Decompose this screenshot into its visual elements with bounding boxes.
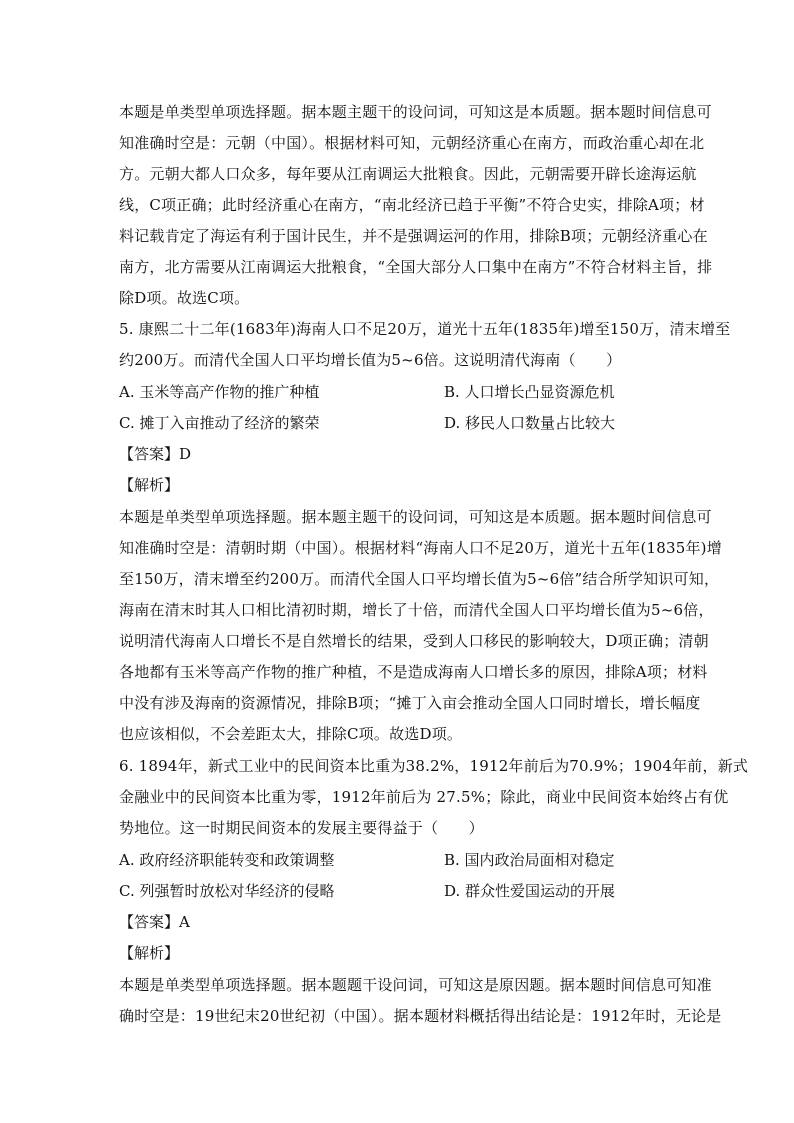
q5-analysis-line: 说明清代海南人口增长不是自然增长的结果，受到人口移民的影响较大，D项正确；清朝 (119, 632, 709, 650)
q4-analysis-line: 料记载肯定了海运有利于国计民生，并不是强调运河的作用，排除B项；元朝经济重心在 (119, 227, 708, 245)
q6-analysis-line: 确时空是：19世纪末20世纪初（中国）。据本题材料概括得出结论是：1912年时，无论是 (119, 1007, 722, 1025)
q5-stem-line: 5. 康熙二十二年(1683年)海南人口不足20万，道光十五年(1835年)增至150万，清末增至 (119, 320, 731, 338)
q5-analysis-line: 各地都有玉米等高产作物的推广种植，不是造成海南人口增长多的原因，排除A项；材料 (119, 663, 708, 681)
q5-analysis-label: 【解析】 (119, 476, 180, 494)
q6-answer: 【答案】A (119, 913, 190, 931)
q4-analysis-line: 方。元朝大都人口众多，每年要从江南调运大批粮食。因此，元朝需要开辟长途海运航 (119, 165, 697, 183)
q5-answer: 【答案】D (119, 445, 192, 463)
q6-stem-line: 6. 1894年，新式工业中的民间资本比重为38.2%，1912年前后为70.9%；1904年前，新式 (119, 757, 749, 775)
q5-analysis-line: 海南在清末时其人口相比清初时期，增长了十倍，而清代全国人口平均增长值为5~6倍， (119, 601, 714, 619)
q5-option-a: A. 玉米等高产作物的推广种植 (119, 383, 320, 401)
q5-analysis-line: 中没有涉及海南的资源情况，排除B项；“摊丁入亩会推动全国人口同时增长，增长幅度 (119, 694, 701, 712)
q5-option-d: D. 移民人口数量占比较大 (444, 414, 616, 432)
q4-analysis-line: 除D项。故选C项。 (119, 289, 250, 307)
q6-analysis-line: 本题是单类型单项选择题。据本题题干设问词，可知这是原因题。据本题时间信息可知准 (119, 976, 712, 994)
q5-analysis-line: 知准确时空是：清朝时期（中国）。根据材料“海南人口不足20万，道光十五年(1835年)增 (119, 539, 722, 557)
q5-analysis-line: 也应该相似，不会差距太大，排除C项。故选D项。 (119, 725, 463, 743)
q5-analysis-line: 至150万，清末增至约200万。而清代全国人口平均增长值为5~6倍”结合所学知识可知， (119, 570, 720, 588)
q6-option-c: C. 列强暂时放松对华经济的侵略 (119, 882, 335, 900)
q4-analysis-line: 本题是单类型单项选择题。据本题主题干的设问词，可知这是本质题。据本题时间信息可 (119, 103, 712, 121)
q5-option-c: C. 摊丁入亩推动了经济的繁荣 (119, 414, 320, 432)
q6-stem-line: 势地位。这一时期民间资本的发展主要得益于（ ） (119, 819, 484, 837)
q6-option-d: D. 群众性爱国运动的开展 (444, 882, 616, 900)
q5-option-b: B. 人口增长凸显资源危机 (444, 383, 615, 401)
q5-analysis-line: 本题是单类型单项选择题。据本题主题干的设问词，可知这是本质题。据本题时间信息可 (119, 508, 712, 526)
q4-analysis-line: 知准确时空是：元朝（中国）。根据材料可知，元朝经济重心在南方，而政治重心却在北 (119, 134, 705, 152)
q6-option-a: A. 政府经济职能转变和政策调整 (119, 851, 335, 869)
q5-stem-line: 约200万。而清代全国人口平均增长值为5~6倍。这说明清代海南（ ） (119, 351, 622, 369)
q6-analysis-label: 【解析】 (119, 944, 180, 962)
q4-analysis-line: 南方，北方需要从江南调运大批粮食，“全国大部分人口集中在南方”不符合材料主旨，排 (119, 258, 713, 276)
q4-analysis-line: 线，C项正确；此时经济重心在南方，“南北经济已趋于平衡”不符合史实，排除A项；材 (119, 196, 705, 214)
q6-stem-line: 金融业中的民间资本比重为零，1912年前后为 27.5%；除此，商业中民间资本始终占有优 (119, 788, 729, 806)
q6-option-b: B. 国内政治局面相对稳定 (444, 851, 615, 869)
